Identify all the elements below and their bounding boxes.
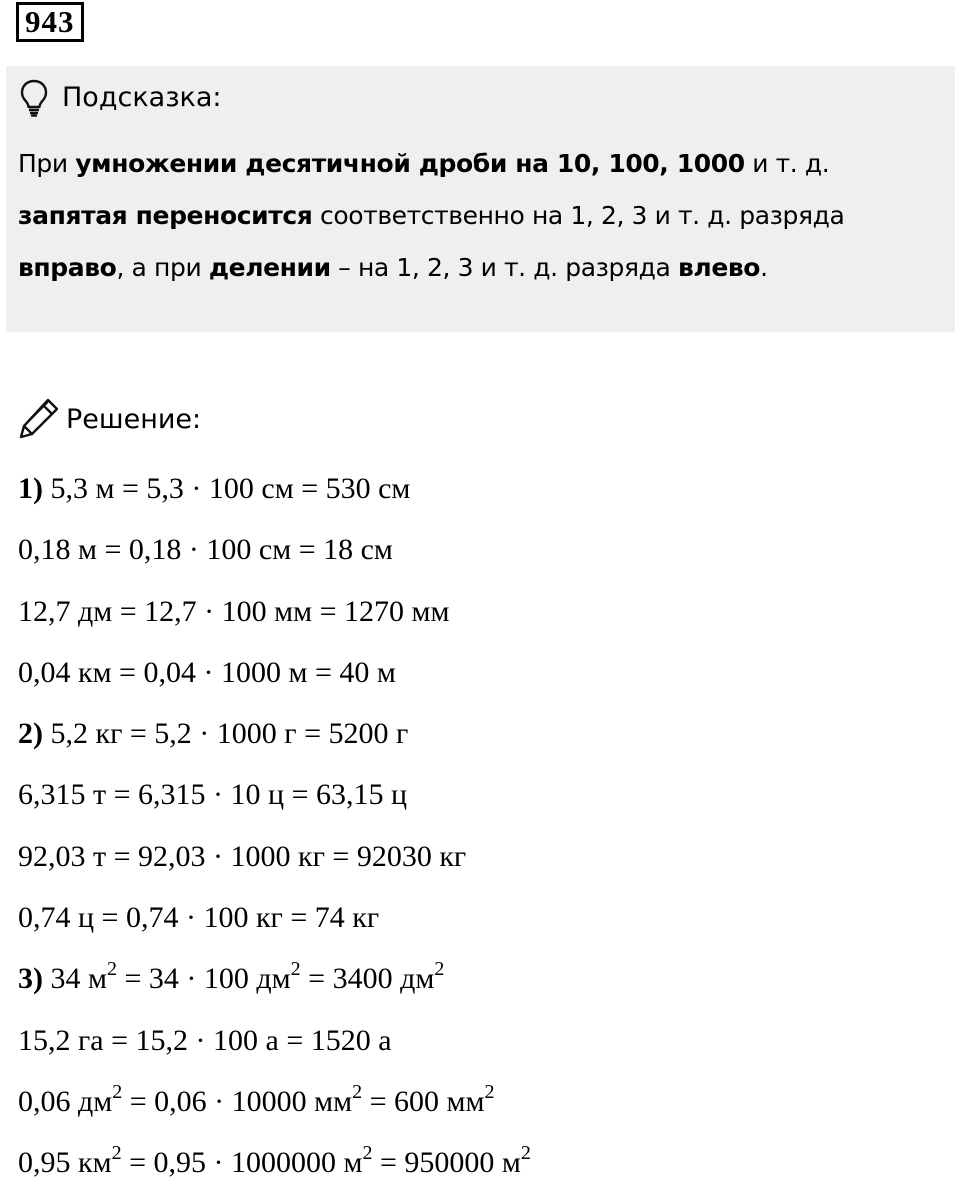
solution-line <box>18 1012 531 1073</box>
solution-line <box>18 828 531 889</box>
text-segment: 15,2 га = 15,2 · 100 а = 1520 а <box>18 1023 392 1057</box>
solution-lines <box>18 460 531 1196</box>
text-segment: При <box>18 149 76 178</box>
solution-line <box>18 889 531 950</box>
hint-line <box>18 190 943 242</box>
lightbulb-icon <box>20 79 48 117</box>
solution-line <box>18 705 531 766</box>
superscript: 2 <box>112 1080 123 1103</box>
superscript: 2 <box>362 1142 373 1165</box>
text-segment: 0,18 м = 0,18 · 100 см = 18 см <box>18 533 393 567</box>
text-segment: 2) <box>18 717 43 751</box>
hint-title: Подсказка: <box>62 82 222 113</box>
text-segment: = 0,06 · 10000 мм <box>122 1084 353 1118</box>
hint-text <box>18 138 943 294</box>
text-segment: 1) <box>18 472 43 505</box>
superscript: 2 <box>111 1142 122 1165</box>
solution-line <box>18 766 531 827</box>
text-segment: 5,3 м = 5,3 · 100 см = 530 см <box>43 472 411 505</box>
text-segment: 6,315 т = 6,315 · 10 ц = 63,15 ц <box>18 778 408 812</box>
text-segment: 5,2 кг = 5,2 · 1000 г = 5200 г <box>43 717 409 751</box>
text-segment: = 3400 дм <box>300 962 435 996</box>
text-segment: влево <box>678 253 761 282</box>
text-segment: 0,74 ц = 0,74 · 100 кг = 74 кг <box>18 901 380 935</box>
text-segment: вправо <box>18 253 117 282</box>
text-segment: 0,06 дм <box>18 1084 113 1118</box>
superscript: 2 <box>520 1142 531 1165</box>
text-segment: 92,03 т = 92,03 · 1000 кг = 92030 кг <box>18 839 467 873</box>
solution-line <box>18 1134 531 1195</box>
superscript: 2 <box>290 958 301 981</box>
text-segment: = 0,95 · 1000000 м <box>121 1146 363 1180</box>
superscript: 2 <box>352 1080 363 1103</box>
text-segment: умножении десятичной дроби на 10, 100, 1000 <box>75 149 745 178</box>
solution-line <box>18 950 531 1011</box>
solution-line <box>18 460 531 521</box>
text-segment: 0,04 км = 0,04 · 1000 м = 40 м <box>18 655 396 689</box>
superscript: 2 <box>484 1080 495 1103</box>
solution-header <box>18 398 201 442</box>
text-segment: = 34 · 100 дм <box>116 962 291 996</box>
text-segment: 3) <box>18 962 43 996</box>
solution-line <box>18 521 531 582</box>
solution-line <box>18 1073 531 1134</box>
problem-number: 943 <box>16 2 84 42</box>
text-segment: 12,7 дм = 12,7 · 100 мм = 1270 мм <box>18 594 450 628</box>
text-segment: = 950000 м <box>372 1146 521 1180</box>
pencil-icon <box>18 397 60 444</box>
text-segment: – на 1, 2, 3 и т. д. разряда <box>330 253 678 282</box>
text-segment: 34 м <box>43 962 107 996</box>
superscript: 2 <box>434 958 445 981</box>
text-segment: = 600 мм <box>362 1084 485 1118</box>
superscript: 2 <box>106 958 117 981</box>
text-segment: 0,95 км <box>18 1146 112 1180</box>
hint-box <box>6 66 955 332</box>
hint-line <box>18 138 943 190</box>
solution-line <box>18 583 531 644</box>
text-segment: запятая переносится <box>18 201 313 230</box>
text-segment: делении <box>208 253 331 282</box>
text-segment: и т. д. <box>744 149 830 178</box>
solution-line <box>18 644 531 705</box>
text-segment: . <box>760 253 768 282</box>
solution-title: Решение: <box>66 404 202 435</box>
hint-header <box>20 78 222 118</box>
text-segment: , а при <box>116 253 209 282</box>
text-segment: соответственно на 1, 2, 3 и т. д. разряда <box>312 201 845 230</box>
hint-line <box>18 242 943 294</box>
